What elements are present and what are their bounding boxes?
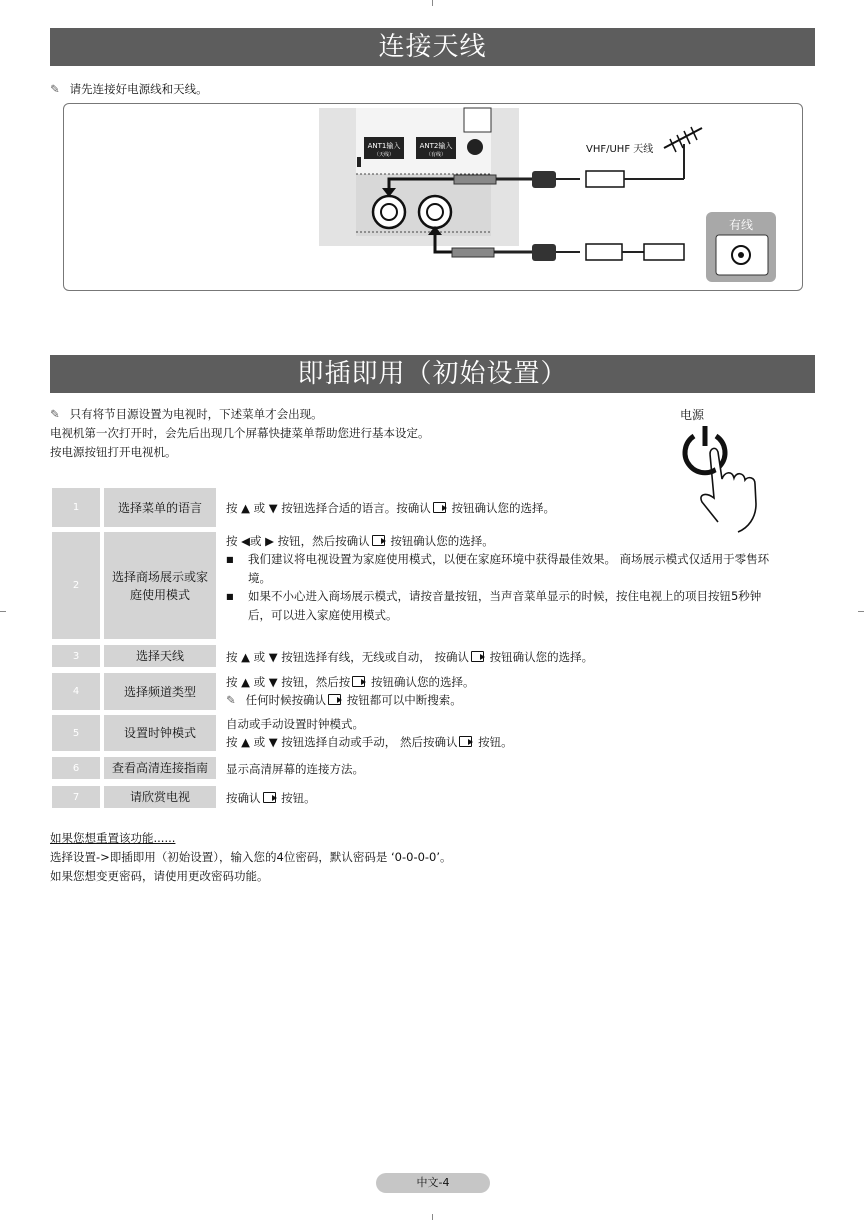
- step-name: 选择频道类型: [104, 673, 216, 710]
- step-number: 7: [52, 786, 100, 808]
- power-label: 电源: [680, 408, 705, 422]
- reset-line-1: 选择设置->即插即用（初始设置），输入您的4位密码，默认密码是 ‘0-0-0-0’。: [50, 850, 452, 864]
- step-name: 选择商场展示或家庭使用模式: [104, 532, 216, 639]
- step-name: 查看高清连接指南: [104, 757, 216, 779]
- step-name: 设置时钟模式: [104, 715, 216, 751]
- cable-label: 有线: [728, 218, 754, 232]
- step-description: 自动或手动设置时钟模式。 按 ▲ 或 ▼ 按钮选择自动或手动， 然后按确认 按钮。: [226, 717, 513, 749]
- reset-title: 如果您想重置该功能......: [50, 831, 176, 845]
- page-number: 中文-4: [376, 1173, 490, 1193]
- upper-plug: [454, 175, 496, 184]
- enter-key-icon: [352, 676, 365, 687]
- step-description: 按 ▲ 或 ▼ 按钮选择合适的语言。按确认 按钮确认您的选择。: [226, 501, 555, 515]
- step-description: 按 ◀或 ▶ 按钮，然后按确认 按钮确认您的选择。 ■ 我们建议将电视设置为家庭使用模式，以便在家庭环境中获得最佳效果。 商场展示模式仅适用于零售环境。 ■ 如果不小心进入商场展示模式，请按音量按钮，当声音菜单显示的时候，按住电视上的项目按钮5秒钟后，可以进入家庭使用模式。: [226, 532, 781, 624]
- lower-plug: [452, 248, 494, 257]
- connect-note: [50, 80, 208, 99]
- intro-line-1: 电视机第一次打开时，会先后出现几个屏幕快捷菜单帮助您进行基本设定。: [50, 426, 430, 440]
- step-name: 选择天线: [104, 645, 216, 667]
- bullet-item: ■ 我们建议将电视设置为家庭使用模式，以便在家庭环境中获得最佳效果。 商场展示模式仅适用于零售环境。: [226, 550, 781, 587]
- step-description: 按 ▲ 或 ▼ 按钮选择有线，无线或自动， 按确认 按钮确认您的选择。: [226, 650, 594, 664]
- source-note: [50, 405, 323, 424]
- crop-mark: [0, 611, 6, 612]
- ant1-jack-inner: [381, 204, 397, 220]
- step-name: 请欣赏电视: [104, 786, 216, 808]
- step-number: 2: [52, 532, 100, 639]
- ant1-sublabel: （天线）: [373, 152, 395, 158]
- antenna-diagram: [63, 103, 803, 291]
- step-description: 显示高清屏幕的连接方法。: [226, 762, 364, 776]
- step-name: 选择菜单的语言: [104, 488, 216, 527]
- bullet-item: ■ 如果不小心进入商场展示模式，请按音量按钮，当声音菜单显示的时候，按住电视上的项目按钮5秒钟后，可以进入家庭使用模式。: [226, 587, 781, 624]
- lower-connector: [532, 244, 556, 261]
- upper-connector: [532, 171, 556, 188]
- step-number: 5: [52, 715, 100, 751]
- ant2-jack-inner: [427, 204, 443, 220]
- panel-marker: [357, 157, 361, 167]
- note-pencil-icon: ✎: [50, 82, 60, 96]
- enter-key-icon: [471, 651, 484, 662]
- ant1-label: ANT1输入: [367, 142, 401, 150]
- ant2-label: ANT2输入: [419, 142, 453, 150]
- connect-note-text: 请先连接好电源线和天线。: [69, 82, 208, 96]
- note-pencil-icon: ✎: [50, 407, 60, 421]
- lower-adapter-b: [644, 244, 684, 260]
- crop-mark: [432, 1214, 433, 1220]
- enter-key-icon: [433, 502, 446, 513]
- step-description: 按 ▲ 或 ▼ 按钮，然后按 按钮确认您的选择。 ✎ 任何时候按确认 按钮都可以中断搜索。: [226, 675, 475, 707]
- intro-line-2: 按电源按钮打开电视机。: [50, 445, 177, 459]
- enter-key-icon: [328, 694, 341, 705]
- panel-icon: [467, 139, 483, 155]
- step-number: 4: [52, 673, 100, 710]
- tv-port-block: [464, 108, 491, 132]
- enter-key-icon: [263, 792, 276, 803]
- reset-line-2: 如果您想变更密码，请使用更改密码功能。: [50, 869, 269, 883]
- wall-jack-pin: [738, 252, 744, 258]
- power-hand-illustration: [672, 424, 768, 536]
- upper-adapter: [586, 171, 624, 187]
- step-description: 按确认 按钮。: [226, 791, 316, 805]
- lower-adapter-a: [586, 244, 622, 260]
- source-note-text: 只有将节目源设置为电视时，下述菜单才会出现。: [69, 407, 323, 421]
- antenna-diagram-svg: [64, 104, 802, 290]
- ant2-sublabel: （有线）: [425, 152, 447, 158]
- step-number: 3: [52, 645, 100, 667]
- enter-key-icon: [372, 535, 385, 546]
- step-number: 1: [52, 488, 100, 527]
- note-pencil-icon: ✎: [226, 693, 236, 707]
- section-title-antenna: 连接天线: [50, 28, 815, 66]
- step-number: 6: [52, 757, 100, 779]
- crop-mark: [432, 0, 433, 6]
- crop-mark: [858, 611, 864, 612]
- enter-key-icon: [459, 736, 472, 747]
- section-title-plug-and-play: 即插即用（初始设置）: [50, 355, 815, 393]
- vhf-label: VHF/UHF 天线: [586, 144, 654, 155]
